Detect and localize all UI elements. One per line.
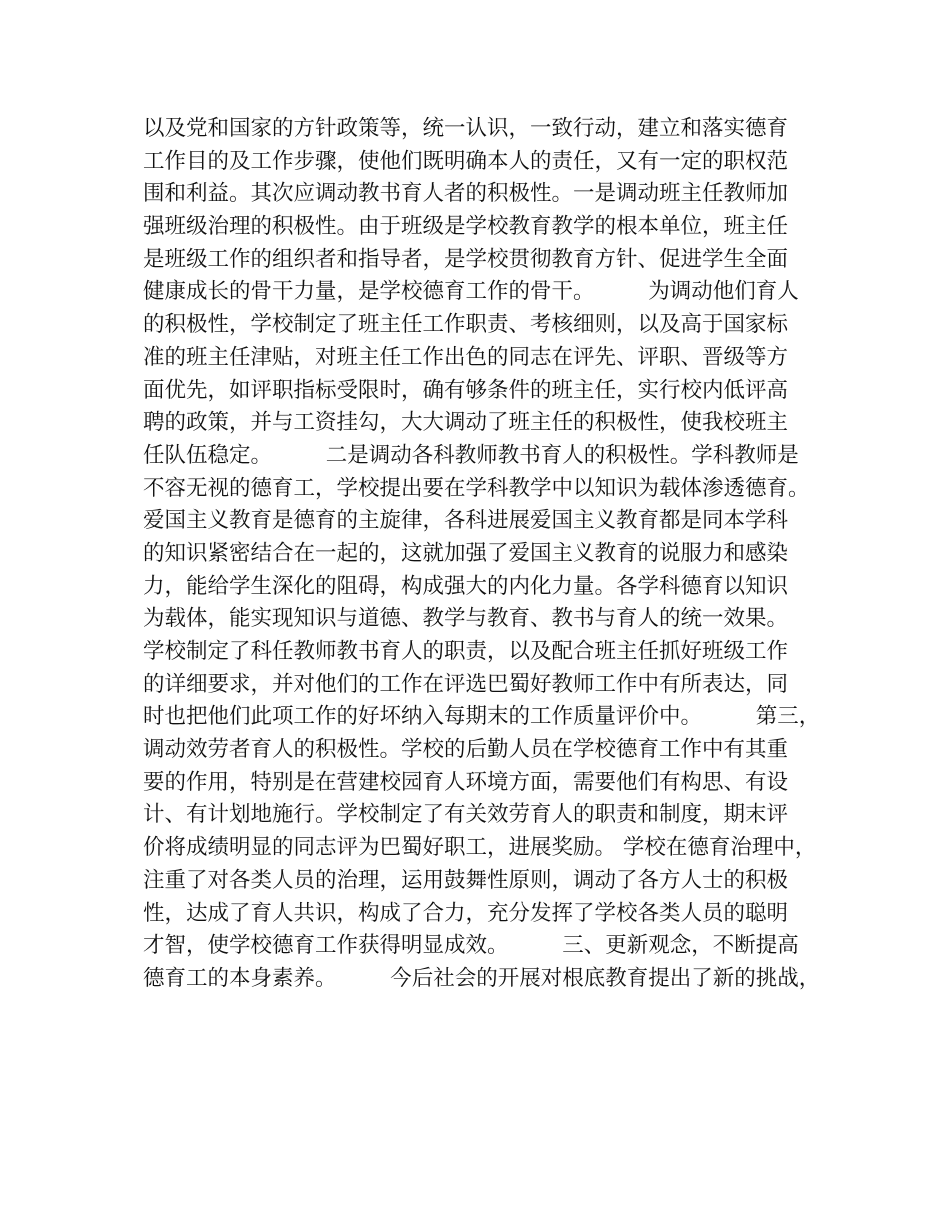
text-line: 为载体，能实现知识与道德、教学与教育、教书与育人的统一效果。 xyxy=(143,606,789,632)
text-line: 的知识紧密结合在一起的，这就加强了爱国主义教育的说服力和感染 xyxy=(143,540,789,566)
text-line: 价将成绩明显的同志评为巴蜀好职工，进展奖励。 学校在德育治理中， xyxy=(143,835,817,861)
text-line: 的详细要求，并对他们的工作在评选巴蜀好教师工作中有所表达，同 xyxy=(143,671,789,697)
text-line: 围和利益。其次应调动教书育人者的积极性。一是调动班主任教师加 xyxy=(143,181,789,207)
text-line: 调动效劳者育人的积极性。学校的后勤人员在学校德育工作中有其重 xyxy=(143,737,789,763)
text-line: 聘的政策，并与工资挂勾，大大调动了班主任的积极性，使我校班主 xyxy=(143,410,789,436)
text-line: 时也把他们此项工作的好坏纳入每期末的工作质量评价中。 第三， xyxy=(143,704,821,730)
text-line: 准的班主任津贴，对班主任工作出色的同志在评先、评职、晋级等方 xyxy=(143,344,789,370)
body-text xyxy=(143,113,833,996)
text-line: 计、有计划地施行。学校制定了有关效劳育人的职责和制度，期末评 xyxy=(143,802,789,828)
text-line: 力，能给学生深化的阻碍，构成强大的内化力量。各学科德育以知识 xyxy=(143,573,789,599)
text-line: 不容无视的德育工，学校提出要在学科教学中以知识为载体渗透德育。 xyxy=(143,475,810,501)
text-line: 强班级治理的积极性。由于班级是学校教育教学的根本单位，班主任 xyxy=(143,214,789,240)
text-line: 爱国主义教育是德育的主旋律，各科进展爱国主义教育都是同本学科 xyxy=(143,508,789,534)
text-line: 的积极性，学校制定了班主任工作职责、考核细则，以及高于国家标 xyxy=(143,312,789,338)
text-line: 是班级工作的组织者和指导者，是学校贯彻教育方针、促进学生全面 xyxy=(143,246,789,272)
text-line: 面优先，如评职指标受限时，确有够条件的班主任，实行校内低评高 xyxy=(143,377,789,403)
text-line: 任队伍稳定。 二是调动各科教师教书育人的积极性。学科教师是 xyxy=(143,442,799,468)
text-line: 健康成长的骨干力量，是学校德育工作的骨干。 为调动他们育人 xyxy=(143,279,799,305)
text-line: 工作目的及工作步骤，使他们既明确本人的责任，又有一定的职权范 xyxy=(143,148,789,174)
text-line: 注重了对各类人员的治理，运用鼓舞性原则，调动了各方人士的积极 xyxy=(143,867,789,893)
text-line: 性，达成了育人共识，构成了合力，充分发挥了学校各类人员的聪明 xyxy=(143,900,789,926)
text-line: 德育工的本身素养。 今后社会的开展对根底教育提出了新的挑战， xyxy=(143,965,821,991)
text-line: 学校制定了科任教师教书育人的职责，以及配合班主任抓好班级工作 xyxy=(143,639,789,664)
text-line: 要的作用，特别是在营建校园育人环境方面，需要他们有构思、有设 xyxy=(143,769,789,795)
text-line: 以及党和国家的方针政策等，统一认识，一致行动，建立和落实德育 xyxy=(143,116,789,141)
text-line: 才智，使学校德育工作获得明显成效。 三、更新观念，不断提高 xyxy=(143,933,799,959)
